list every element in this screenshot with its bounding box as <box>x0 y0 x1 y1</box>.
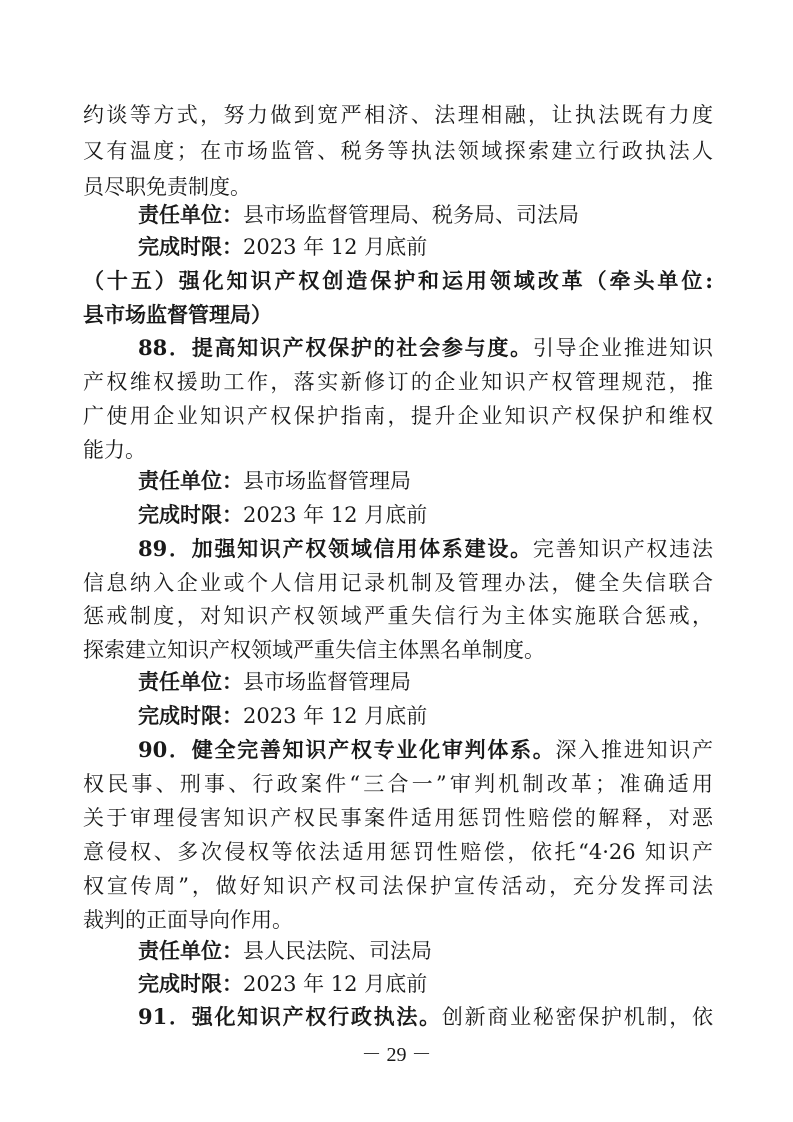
section-heading: （十五）强化知识产权创造保护和运用领域改革（牵头单位: <box>83 268 713 293</box>
body-text-line: 员尽职免责制度。 <box>83 175 251 199</box>
responsibility-value: 县市场监督管理局、税务局、司法局 <box>243 203 579 227</box>
body-text-line: 产权维权援助工作，落实新修订的企业知识产权管理规范，推 <box>83 370 713 394</box>
responsibility-line <box>138 198 713 232</box>
deadline-label: 完成时限： <box>138 234 243 259</box>
item-88-text: 引导企业推进知识 <box>532 336 713 360</box>
deadline-line <box>138 699 713 733</box>
body-text-line: 探索建立知识产权领域严重失信主体黑名单制度。 <box>83 638 545 662</box>
body-text-line: 广使用企业知识产权保护指南，提升企业知识产权保护和维权 <box>83 404 713 428</box>
item-88-first-line <box>138 331 713 365</box>
responsibility-line <box>138 464 713 498</box>
responsibility-value: 县市场监督管理局 <box>243 469 411 493</box>
body-text-line: 信息纳入企业或个人信用记录机制及管理办法，健全失信联合 <box>83 571 713 595</box>
body-text-line: 权宣传周”，做好知识产权司法保护宣传活动，充分发挥司法 <box>83 874 713 898</box>
section-heading: 县市场监督管理局） <box>83 302 272 327</box>
responsibility-value: 县市场监督管理局 <box>243 670 411 694</box>
body-text-line: 惩戒制度，对知识产权领域严重失信行为主体实施联合惩戒， <box>83 604 713 628</box>
responsibility-label: 责任单位： <box>138 669 243 694</box>
body-text-line: 约谈等方式，努力做到宽严相济、法理相融，让执法既有力度 <box>83 103 713 127</box>
body-text-line: 意侵权、多次侵权等依法适用惩罚性赔偿，依托“4·26 知识产 <box>83 840 713 864</box>
body-text-line: 权民事、刑事、行政案件“三合一”审判机制改革；准确适用 <box>83 772 713 796</box>
responsibility-label: 责任单位： <box>138 938 243 963</box>
deadline-label: 完成时限： <box>138 703 243 728</box>
item-90-text: 深入推进知识产 <box>555 738 713 762</box>
deadline-line <box>138 230 713 264</box>
deadline-label: 完成时限： <box>138 971 243 996</box>
responsibility-value: 县人民法院、司法局 <box>243 939 432 963</box>
item-89-text: 完善知识产权违法 <box>532 537 713 561</box>
item-91-text: 创新商业秘密保护机制，依 <box>441 1005 713 1029</box>
item-91-first-line <box>138 1000 713 1034</box>
item-91-title: 91．强化知识产权行政执法。 <box>138 1004 442 1029</box>
item-90-title: 90．健全完善知识产权专业化审判体系。 <box>138 737 556 762</box>
deadline-value: 2023 年 12 月底前 <box>243 972 428 996</box>
deadline-value: 2023 年 12 月底前 <box>243 503 428 527</box>
item-89-title: 89．加强知识产权领域信用体系建设。 <box>138 536 533 561</box>
item-88-title: 88．提高知识产权保护的社会参与度。 <box>138 335 533 360</box>
responsibility-label: 责任单位： <box>138 202 243 227</box>
deadline-label: 完成时限： <box>138 502 243 527</box>
item-89-first-line <box>138 532 713 566</box>
responsibility-label: 责任单位： <box>138 468 243 493</box>
deadline-value: 2023 年 12 月底前 <box>243 704 428 728</box>
deadline-line <box>138 498 713 532</box>
body-text-line: 又有温度；在市场监管、税务等执法领域探索建立行政执法人 <box>83 139 713 163</box>
deadline-value: 2023 年 12 月底前 <box>243 235 428 259</box>
responsibility-line <box>138 934 713 968</box>
deadline-line <box>138 967 713 1001</box>
responsibility-line <box>138 665 713 699</box>
item-90-first-line <box>138 733 713 767</box>
page-number: － 29 － <box>361 1044 432 1066</box>
body-text-line: 裁判的正面导向作用。 <box>83 908 293 932</box>
body-text-line: 关于审理侵害知识产权民事案件适用惩罚性赔偿的解释，对恶 <box>83 806 713 830</box>
body-text-line: 能力。 <box>83 438 146 462</box>
